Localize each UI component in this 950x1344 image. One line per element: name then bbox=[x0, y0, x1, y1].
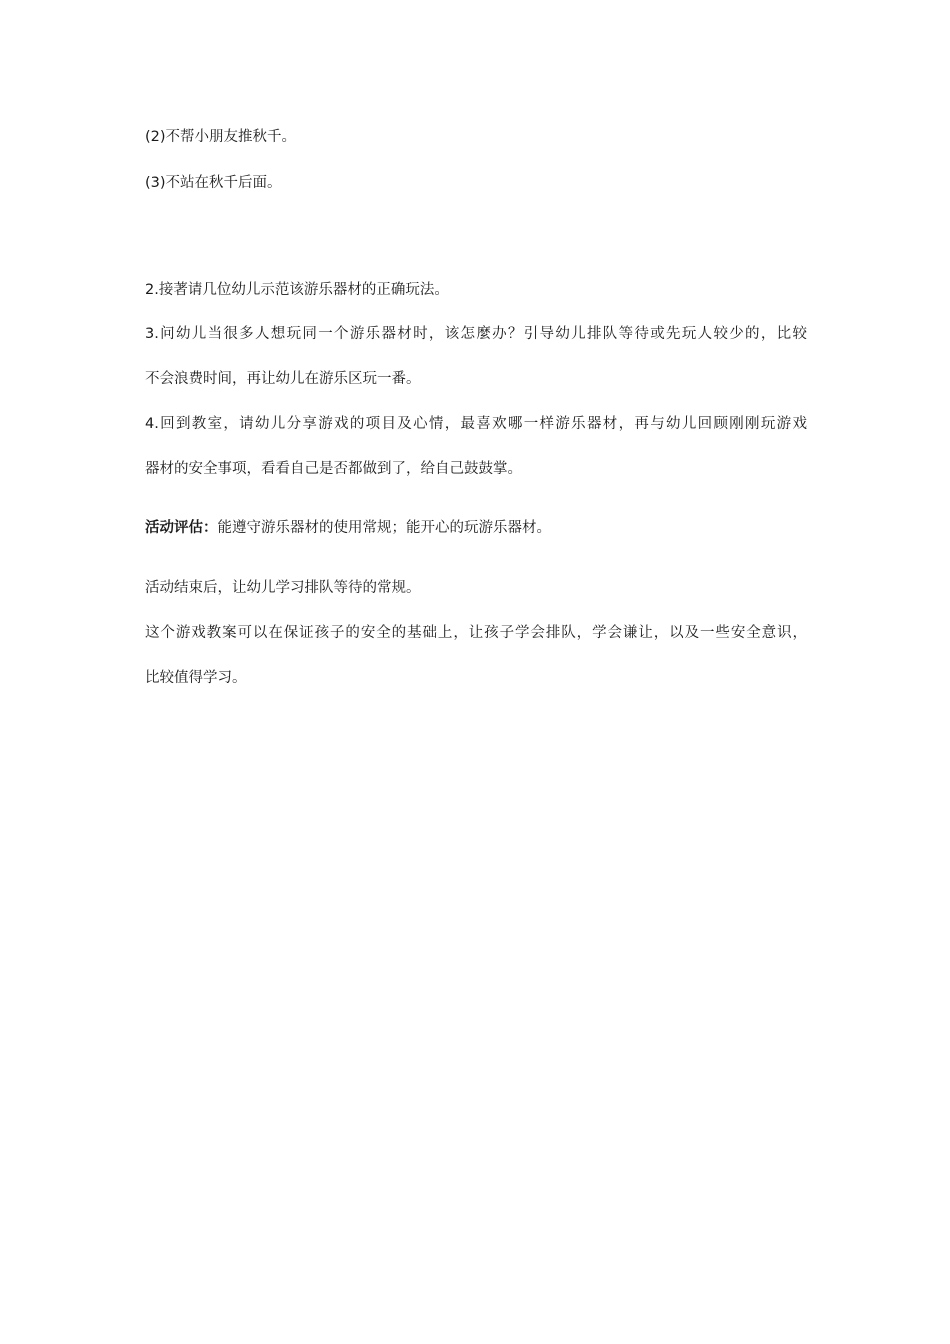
evaluation-label: 活动评估： bbox=[145, 520, 218, 536]
step-4-line-1: 4.回到教室，请幼儿分享游戏的项目及心情，最喜欢哪一样游乐器材，再与幼儿回顾刚刚玩游戏 bbox=[145, 416, 807, 432]
evaluation-paragraph bbox=[145, 518, 551, 538]
step-3-line-2: 不会浪费时间，再让幼儿在游乐区玩一番。 bbox=[145, 371, 421, 387]
rule-item-2: (2)不帮小朋友推秋千。 bbox=[145, 129, 297, 145]
closing-note: 活动结束后，让幼儿学习排队等待的常规。 bbox=[145, 580, 421, 596]
step-2-line-1: 2.接著请几位幼儿示范该游乐器材的正确玩法。 bbox=[145, 282, 449, 298]
step-3-line-1: 3.问幼儿当很多人想玩同一个游乐器材时，该怎麼办？引导幼儿排队等待或先玩人较少的，比较 bbox=[145, 326, 807, 342]
summary-line-2: 比较值得学习。 bbox=[145, 670, 247, 686]
rule-item-3: (3)不站在秋千后面。 bbox=[145, 175, 282, 191]
evaluation-text: 能遵守游乐器材的使用常规；能开心的玩游乐器材。 bbox=[217, 520, 551, 536]
step-4-line-2: 器材的安全事项，看看自己是否都做到了，给自己鼓鼓掌。 bbox=[145, 461, 522, 477]
summary-line-1: 这个游戏教案可以在保证孩子的安全的基础上，让孩子学会排队，学会谦让，以及一些安全意识， bbox=[145, 625, 807, 641]
